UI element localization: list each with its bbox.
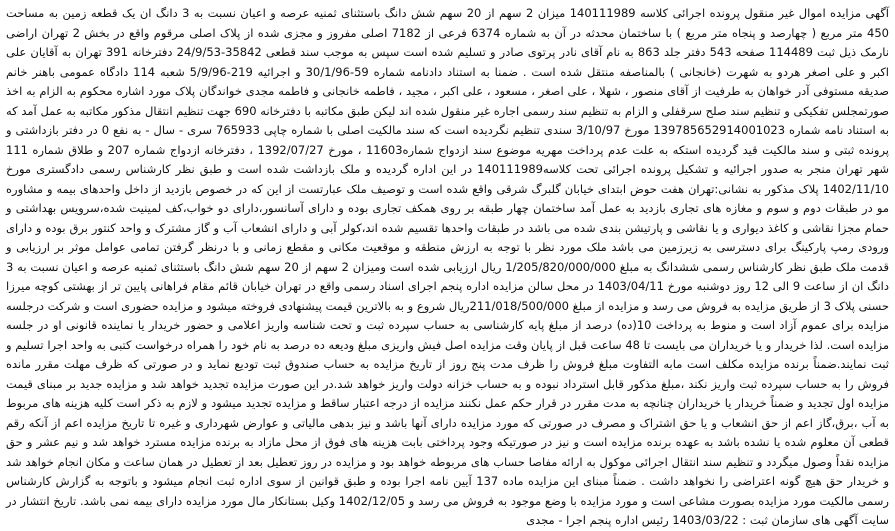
notice-body-text: آگهی مزایده اموال غیر منقول پرونده اجرائی کلاسه 140111989 میزان 2 سهم از 20 سهم شش دانگ باستثنای ثمنیه عرصه و اعیان نسبت به 3 دانگ ان یک قطعه زمین به مساحت 450 متر مربع ( چهارصد و پنجاه متر مربع ) با ساختمان محدثه در آن به شماره 6374 فرعی از 7182 اصلی مفروز و مجزی شده از پلاک اصلی مرقوم واقع در بخش 2 تهران اراضی نارمک ذیل ثبت 114489 صفحه 543 دفتر جلد 863 به نام آقای نادر پرتوی صادر و تسلیم شده است سپس به موجب سند قطعی 35842-24/9/53 دفترخانه 391 تهران به آقایان علی اکبر و علی اصغر هردو به شهرت (خانجانی ) بالمناصفه منتقل شده است . ضمنا به استناد دادنامه شماره 59-30/1/96 و اجرائیه 219-5/9/96 شعبه 114 دادگاه عمومی باهنر خانم صدیقه مستوفی آدر خواهان به طرفیت از آقای منصور ، شهلا ، علی اصغر ، مسعود ، علی اکبر ، مجید ، فاطمه خانجانی و فاطمه مجدی خواندگان پلاک مورد اشاره محکوم به الزام به اخذ صورتمجلس تفکیکی و تنظیم سند صلح سرقفلی و الزام به تنظیم سند رسمی اجاره غیر منقول شده اند لیکن طبق مکاتبه با دفترخانه 690 جهت تنظیم انتقال مذکور مکاتبه به عمل آمد که به استناد نامه شماره 139785652914001023 مورخ 3/10/97 سندی تنظیم نگردیده است که سند مالکیت اصلی با شماره چاپی 765933 سری - سال - به نفع 0 در دفتر بازداشتی و پرونده ثبتی و سند مالکیت قید گردیده استکه به علت عدم پرداخت مهریه موضوع سند ازدواج شماره11603 ، مورخ 1392/07/27 ، دفترخانه ازدواج شماره 207 و طلاق شماره 111 شهر تهران منجر به صدور اجرائیه و تشکیل پرونده اجرائی تحت کلاسه140111989 در این اداره گردیده و ملک بازداشت شده است و طبق نظر کارشناس رسمی دادگستری مورخ 1402/11/10 پلاک مذکور به نشانی:تهران هفت حوض ابتدای خیابان گلبرگ شرقی واقع شده است و توصیف ملک عبارتست از این که در خصوص بازدید از داخل واحدهای بیمه و مشاوره مو در طبقات دوم و سوم و مغازه های تجاری بازدید به عمل آمد ساختمان چهار طبقه بر روی همکف تجاری بوده و دارای آسانسور،دارای دو خواب،کف لمینیت شده،سرویس بهداشتی و حمام مجزا نقاشی و کاغذ دیواری و یا نقاشی و پارتیشن بندی شده می باشد در طبقات واحدها تقسیم شده اند،کولر آبی و دارای انشعاب آب و گاز مشترک و واحد کنتور برق بوده و دارای ورودی رمپ پارکینگ برای دسترسی به زیرزمین می باشد ملک مورد نظر با توجه به ارزش منطقه و موقعیت مکانی و مقطع زمانی و با درنظر گرفتن تمامی عوامل موثر بر ارزیابی و قدمت ملک طبق نظر کارشناس رسمی ششدانگ به مبلغ 1/205/820/000/000 ریال ارزیابی شده است ومیزان 2 سهم از 20 سهم شش دانگ باستثنای ثمنیه عرصه و اعیان نسبت به 3 دانگ ان از ساعت 9 الی 12 روز دوشنبه مورخ 1403/04/11 در محل سالن مزایده اداره پنجم اجرای اسناد رسمی واقع در تهران خیابان قائم مقام فراهانی پایین تر از بهشتی کوچه میرزا حسنی پلاک 3 از طریق مزایده به فروش می رسد و مزایده از مبلغ 211/018/500/000ریال شروع و به بالاترین قیمت پیشنهادی فروخته میشود و مزایده حضوری است و شرکت درجلسه مزایده برای عموم آزاد است و منوط به پرداخت 10(ده) درصد از مبلغ پایه کارشناسی به حساب سپرده ثبت و تحت شناسه واریز اعلامی و حضور خریدار یا نماینده قانونی او در جلسه مزایده است. لذا خریدار و یا خریداران می بایست تا 48 ساعت قبل از پایان وقت مزایده اصل فیش واریزی مبلغ ودیعه ده درصد به نام خود را همراه درخواست کتبی به واحد اجرا تسلیم و ثبت نمایند.ضمناً برنده مزایده مکلف است مابه التفاوت مبلغ فروش را ظرف مدت پنج روز از تاریخ مزایده به حساب صندوق ثبت تودیع نماید و در صورتی که ظرف مهلت مقرر مانده فروش را به حساب سپرده ثبت واریز نکند ،مبلغ مذکور قابل استرداد نبوده و به حساب خزانه دولت واریز خواهد شد.در این صورت مزایده تجدید خواهد شد و مزایده جدید بر مبنای قیمت مزایده اول تجدید و ضمناً خریدار یا خریداران چنانچه به مدت مقرر در قرار حکم عمل نکنند مزایده از درجه اعتبار ساقط و مزایده تجدید میشود و لازم به ذکر است کلیه هزینه های مربوط به آب ،برق،گاز اعم از حق انشعاب و یا حق اشتراک و مصرف در صورتی که مورد مزایده دارای آنها باشد و نیز بدهی مالیاتی و عوارض شهرداری و غیره تا تاریخ مزایده اعم از آنکه رقم قطعی آن معلوم شده یا نشده باشد به عهده برنده مزایده است و نیز در صورتیکه وجود پرداختی بابت هزینه های فوق از محل مازاد به برنده مزایده مسترد خواهد شد و نیم عشر و حق مزایده نقداً وصول میگردد و تنظیم سند انتقال اجرائی موکول به ارائه مفاصا حساب های مربوطه خواهد بود و مزایده در روز تعطیل بعد از تعطیل در همان ساعت و مکان انجام خواهد شد و خریدار حق هیچ گونه اعتراضی را نخواهد داشت . ضمناً مبنای این مزایده ماده 137 آیین نامه اجرا بوده و طبق قوانین از سوی اداره ثبت انجام میشود و باتوجه به گزارش کارشناس رسمی مالکیت مورد مزایده بصورت مشاعی است و مورد مزایده با وضع موجود به فروش می رسد و 1402/12/05 وکیل بستانکار مال مورد مزایده دارای بیمه نمی باشد. تاریخ انتشار در سایت آگهی های سازمان ثبت : 1403/03/22 رئیس اداره پنجم اجرا - مجدی xyxy=(6,6,890,527)
